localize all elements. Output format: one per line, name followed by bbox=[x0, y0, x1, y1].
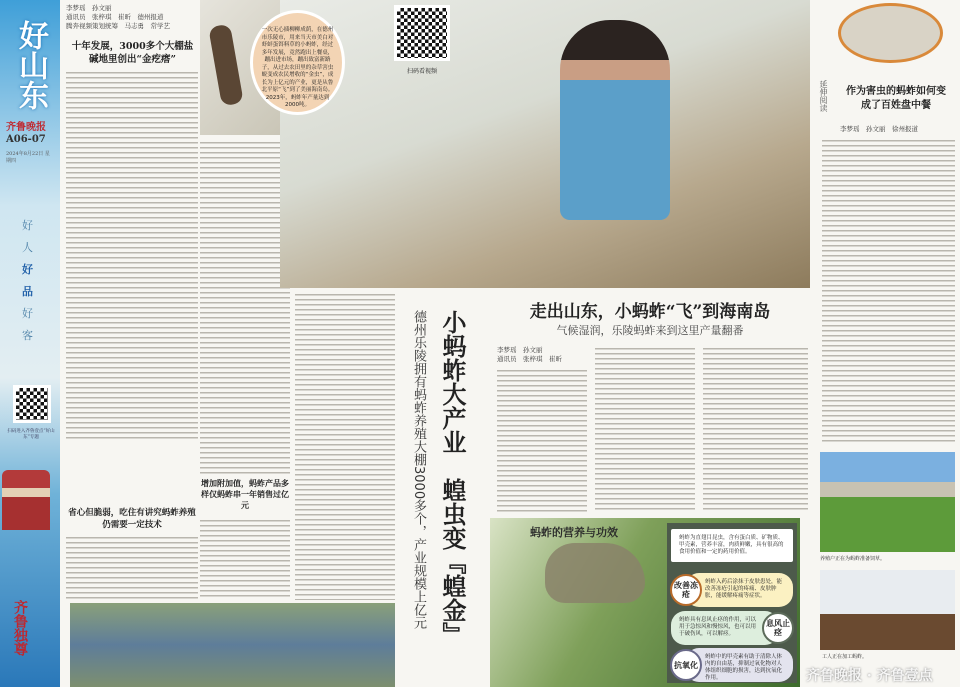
grasshopper-shape bbox=[208, 24, 244, 107]
section-banner bbox=[0, 0, 60, 687]
mid-body-text bbox=[200, 140, 290, 475]
video-qr-code[interactable] bbox=[394, 5, 450, 61]
byline: 通讯员 张梓琪 崔昕 bbox=[497, 355, 562, 363]
hainan-body-1 bbox=[497, 368, 587, 513]
palace-illustration bbox=[2, 470, 50, 530]
mid-body-text-3 bbox=[295, 292, 395, 600]
byline: 李梦瑶 孙文丽 bbox=[66, 4, 112, 12]
hainan-subhead: 气候湿润，乐陵蚂蚱来到这里产量翻番 bbox=[556, 324, 744, 337]
nutrition-title: 蚂蚱的营养与功效 bbox=[530, 526, 618, 539]
video-qr-caption: 扫码看视频 bbox=[406, 68, 437, 75]
greenhouse-aerial-photo bbox=[70, 603, 395, 687]
byline: 李梦瑶 孙文丽 bbox=[497, 346, 543, 354]
farm-photo-caption: 养殖户正在为蚂蚱准备饲草。 bbox=[820, 556, 886, 562]
nutrition-item-text: 蚂蚱入药后涂抹于皮肤患处，能改善冻疮引起的疼痛、皮肤肿胀，能缓解疼痛等症状。 bbox=[685, 573, 793, 607]
hainan-body-3 bbox=[703, 346, 808, 513]
workers-photo bbox=[820, 570, 955, 650]
extended-body-text bbox=[822, 138, 955, 443]
left-body-text bbox=[66, 70, 198, 440]
banner-tags bbox=[22, 215, 36, 347]
nutrition-item-label: 抗氧化 bbox=[670, 649, 702, 681]
nutrition-item-text: 蚂蚱中的甲壳素有助于清除人体内的自由基，抑制过氧化物对人体组织细胞的损害，达到抗氧化作用。 bbox=[685, 648, 793, 682]
extended-headline: 作为害虫的蚂蚱如何变成了百姓盘中餐 bbox=[846, 86, 946, 111]
left-bylines bbox=[66, 4, 196, 31]
byline: 通讯员 张梓琪 崔昕 德州报道 bbox=[66, 13, 164, 21]
nutrition-item-text: 蚂蚱具有息风止痉的作用，可以用于急惊风和慢惊风，也可以用于破伤风，可以解痉。 bbox=[671, 611, 779, 645]
byline: 腾奔视频策划统筹 马志勇 常学艺 bbox=[66, 22, 170, 30]
workers-photo-caption: 工人正在加工蚂蚱。 bbox=[822, 654, 868, 660]
mid-subhead: 增加附加值，蚂蚱产品多样仅蚂蚱串一年销售过亿元 bbox=[201, 478, 289, 510]
issue-date: 2024年8月22日 星期四 bbox=[6, 151, 50, 164]
locust-photo bbox=[838, 3, 943, 63]
mid-body-text-2 bbox=[200, 518, 290, 600]
nutrition-item-label: 改善冻疮 bbox=[670, 574, 702, 606]
tag: 好人 bbox=[22, 219, 33, 254]
nutrition-item-label: 息风止痉 bbox=[762, 612, 794, 644]
nutrition-box bbox=[667, 523, 797, 683]
extended-reading-label: 延伸阅读 bbox=[819, 80, 828, 112]
left-body-text-2 bbox=[66, 535, 198, 600]
main-title: 小蚂蚱大产业 蝗虫变『蝗金』 bbox=[438, 310, 467, 646]
farmer-photo bbox=[280, 0, 810, 288]
hainan-body-2 bbox=[595, 346, 695, 513]
main-subtitle: 德州乐陵拥有蚂蚱养殖大棚3000多个，产业规模上亿元 bbox=[411, 310, 426, 630]
left-headline: 十年发展，3000多个大棚盐碱地里创出“金疙瘩” bbox=[71, 41, 194, 65]
tag: 好客 bbox=[22, 307, 33, 342]
grasshopper-shape bbox=[545, 543, 645, 603]
intro-bubble: 一次无心插柳柳成荫，在德州市乐陵市，用来当天市美白对虾蚌蛋饵料草的小蚂蚱，经过多年发展，竟然跑出上餐桌，蹦出进市场，蹦出致富新路子，从过去农田里的杂草害虫蜕变成农民增收的“金虫”，成长为上亿元的产业，更是从鲁北平原“飞”到了美丽海南岛。2023年，蚂蚱年产量达到2000吨。 bbox=[250, 10, 345, 115]
page-number: A06-07 bbox=[6, 134, 46, 145]
hainan-bylines bbox=[497, 346, 587, 364]
left-subhead: 省心但脆弱，吃住有讲究蚂蚱养殖仍需要一定技术 bbox=[68, 508, 196, 530]
farmer-figure bbox=[560, 20, 670, 220]
seal-text: 齐鲁独尊 bbox=[12, 600, 28, 656]
farm-photo bbox=[820, 452, 955, 552]
paper-logo: 齐鲁晚报 bbox=[6, 122, 46, 133]
nutrition-intro: 蚂蚱为直翅目昆虫，含有蛋白质、矿物质、甲壳素，营养丰富，肉质鲜嫩，具有很高的食用价值和一定的药用价值。 bbox=[671, 529, 793, 562]
hainan-headline: 走出山东，小蚂蚱“飞”到海南岛 bbox=[529, 302, 771, 322]
qr-code[interactable] bbox=[13, 385, 51, 423]
extended-byline: 李梦瑶 孙文丽 徐州报道 bbox=[840, 125, 918, 133]
qr-caption: 扫码进入齐鲁壹点“好山东”专题 bbox=[7, 429, 55, 440]
banner-title: 好山东 bbox=[13, 20, 48, 110]
tag: 好品 bbox=[22, 263, 33, 298]
watermark: 齐鲁晚报 · 齐鲁壹点 bbox=[806, 668, 933, 684]
